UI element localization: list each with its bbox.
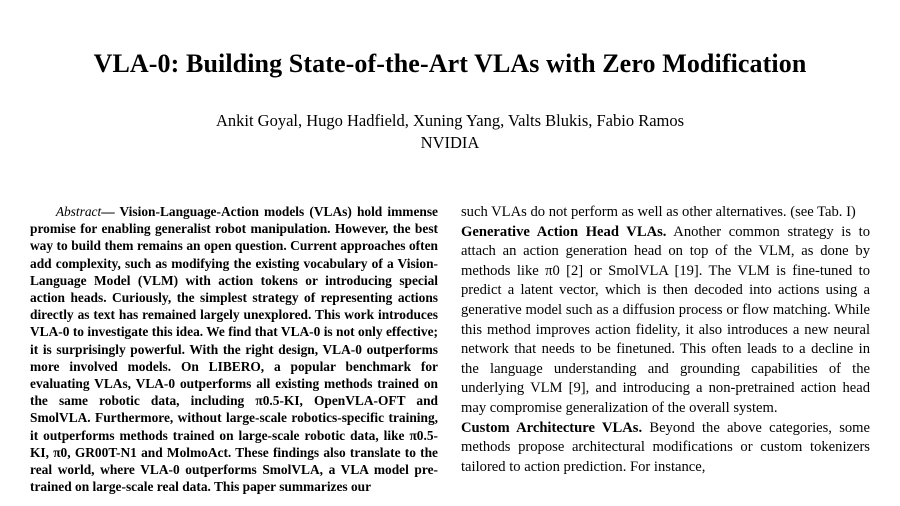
paper-title: VLA-0: Building State-of-the-Art VLAs with Zero Modification xyxy=(93,49,807,78)
abstract-paragraph xyxy=(30,203,438,495)
author-list: Ankit Goyal, Hugo Hadfield, Xuning Yang, Valts Blukis, Fabio Ramos xyxy=(215,111,685,130)
section-generative-paragraph xyxy=(461,223,870,419)
affiliation: NVIDIA xyxy=(420,133,480,152)
section-custom-heading: Custom Architecture VLAs. xyxy=(461,419,643,436)
abstract-label: Abstract xyxy=(55,204,102,219)
abstract-dash: — xyxy=(101,204,115,219)
abstract-column xyxy=(30,203,438,506)
section-generative-heading: Generative Action Head VLAs. xyxy=(461,223,667,240)
body-column xyxy=(461,203,870,506)
abstract-text: Vision-Language-Action models (VLAs) hold immense promise for enabling generalist robot manipulation. However, the best way to build them remains an open question. Current approaches often add complexity, such as modifying the existing vocabulary of a Vision-Language Model (VLM) with action tokens or introducing special action heads. Curiously, the simplest strategy of representing actions directly as text has remained largely unexplored. This work introduces VLA-0 to investigate this idea. We find that VLA-0 is not only effective; it is surprisingly powerful. With the right design, VLA-0 outperforms more involved models. On LIBERO, a popular benchmark for evaluating VLAs, VLA-0 outperforms all existing methods trained on the same robotic data, including π0.5-KI, OpenVLA-OFT and SmolVLA. Furthermore, without large-scale robotics-specific training, it outperforms methods trained on large-scale robotic data, like π0.5-KI, π0, GR00T-N1 and MolmoAct. These findings also translate to the real world, where VLA-0 outperforms SmolVLA, a VLA model pre-trained on large-scale real data. This paper summarizes our xyxy=(30,204,438,495)
section-generative-text: Another common strategy is to attach an action generation head on top of the VLM, as done by methods like π0 [2] or SmolVLA [19]. The VLM is fine-tuned to predict a latent vector, which is then decoded into actions using a generative model such as a diffusion process or flow matching. While this method improves action fidelity, it also introduces a new neural network that needs to be finetuned. This often leads to a decline in the language understanding and grounding capabilities of the underlying VLM [9], and introducing a non-pretrained action head may compromise generalization of the overall system. xyxy=(461,223,870,416)
section-custom-text: Beyond the above categories, some methods propose architectural modifications or custom tokenizers tailored to action prediction. For instance, xyxy=(461,419,870,475)
intro-paragraph: such VLAs do not perform as well as other alternatives. (see Tab. I) xyxy=(461,204,856,220)
section-custom-paragraph xyxy=(461,419,870,478)
